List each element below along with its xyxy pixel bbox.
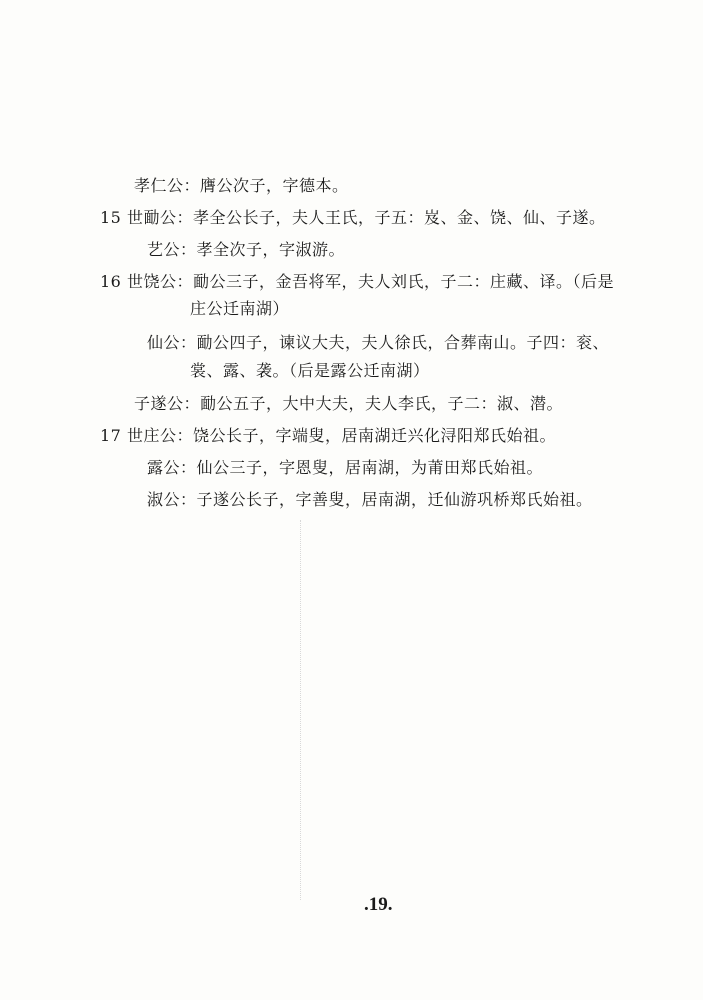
entry-line: 艺公：孝全次子，字淑游。 — [147, 240, 346, 259]
fold-line — [300, 520, 301, 900]
entry-line: 孝仁公：膺公次子，字德本。 — [134, 176, 349, 195]
entry-line: 庄公迁南湖） — [190, 299, 290, 318]
entry-line: 16 世饶公：勔公三子，金吾将军，夫人刘氏，子二：庄藏、译。（后是 — [100, 272, 614, 291]
entry-line: 15 世勔公：孝全公长子，夫人王氏，子五：岌、金、饶、仙、子遂。 — [100, 208, 606, 227]
page-number: .19. — [364, 894, 393, 915]
entry-line: 仙公：勔公四子，谏议大夫，夫人徐氏，合葬南山。子四：衮、 — [147, 333, 610, 352]
entry-line: 17 世庄公：饶公长子，字端叟，居南湖迁兴化浔阳郑氏始祖。 — [100, 426, 556, 445]
entry-line: 淑公：子遂公长子，字善叟，居南湖，迁仙游巩桥郑氏始祖。 — [147, 490, 593, 509]
entry-line: 露公：仙公三子，字恩叟，居南湖，为莆田郑氏始祖。 — [147, 458, 544, 477]
entry-line: 子遂公：勔公五子，大中大夫，夫人李氏，子二：淑、潜。 — [134, 394, 564, 413]
entry-line: 裳、露、袭。（后是露公迁南湖） — [190, 361, 430, 380]
